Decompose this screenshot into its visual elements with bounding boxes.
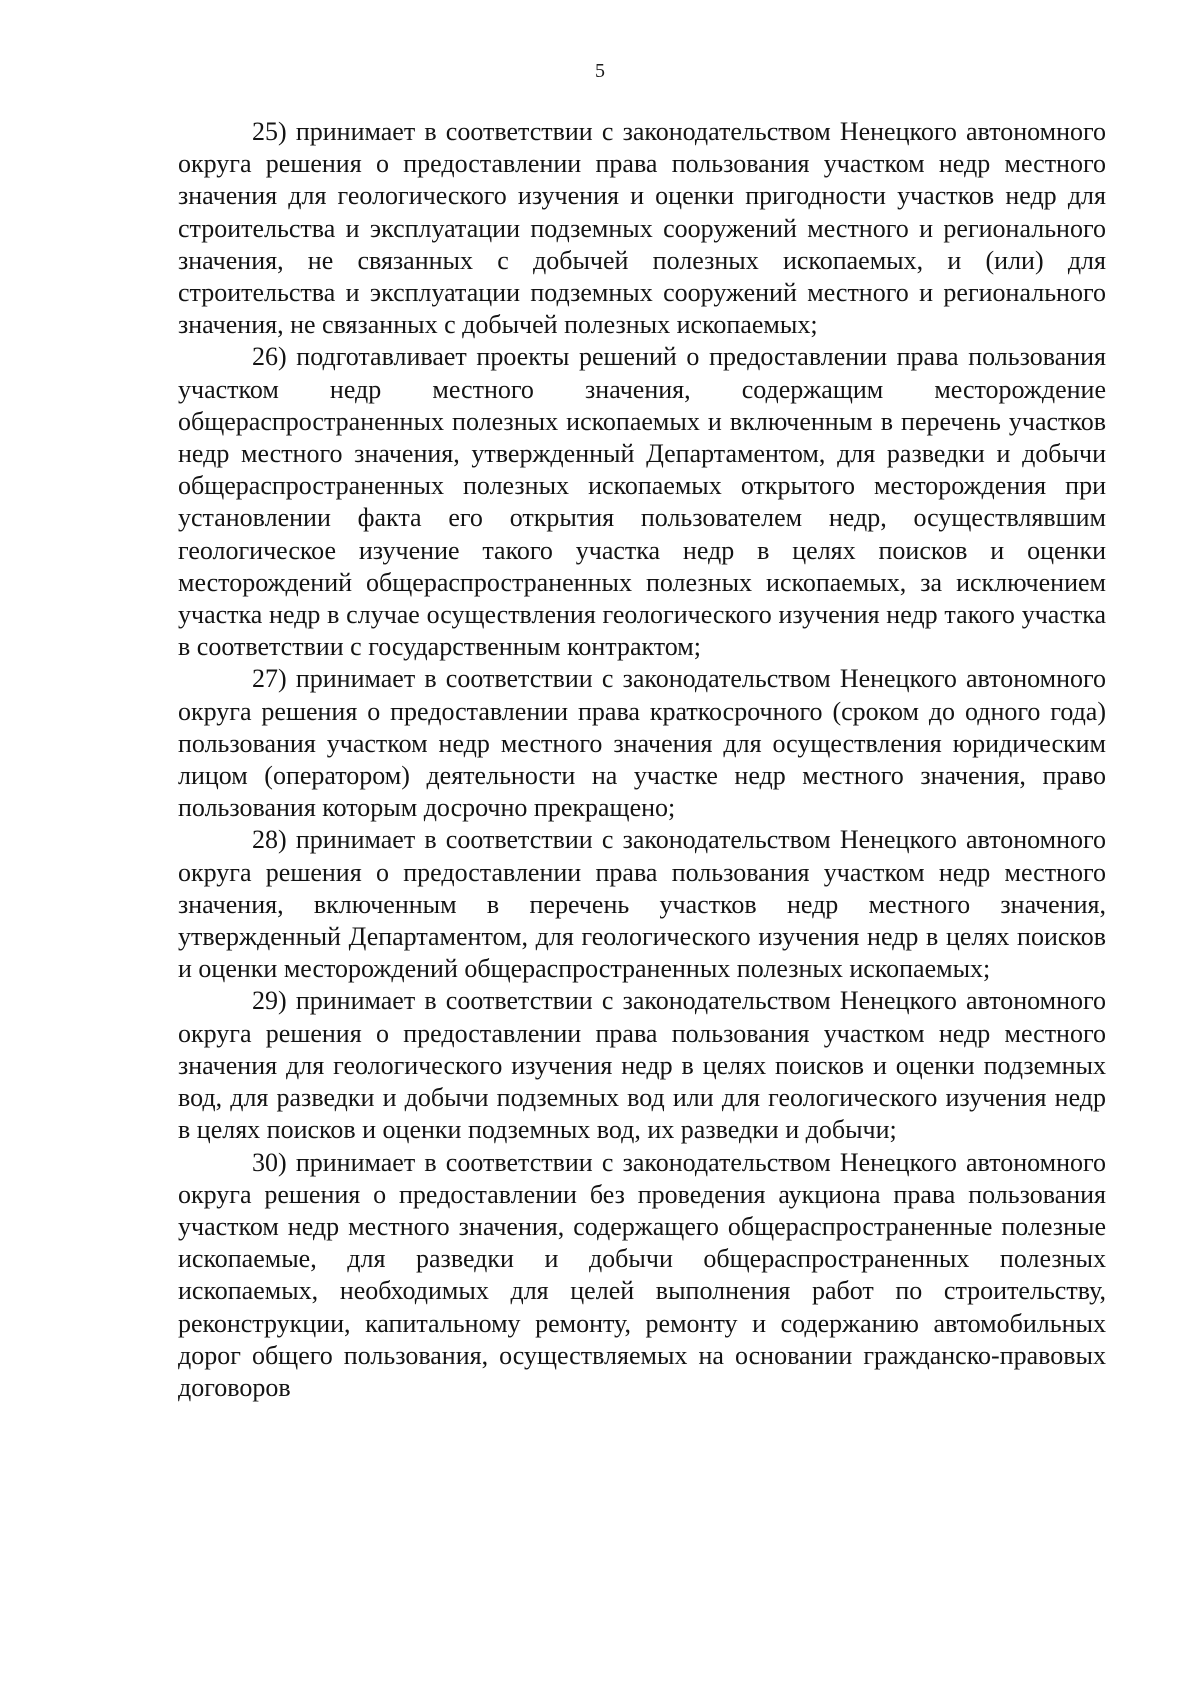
paragraph-item-30: 30) принимает в соответствии с законодательством Ненецкого автономного округа решения о предоставлении без проведения аукциона права пользования участком недр местного значения, содержащего общераспространенные полезные ископаемые, для разведки и добычи общераспространенных полезных ископаемых, необходимых для целей выполнения работ по строительству, реконструкции, капитальному ремонту, ремонту и содержанию автомобильных дорог общего пользования, осуществляемых на основании гражданско-правовых договоров xyxy=(178,1147,1106,1402)
paragraph-item-26: 26) подготавливает проекты решений о предоставлении права пользования участком недр местного значения, содержащим месторождение общераспространенных полезных ископаемых и включенным в перечень участков недр местного значения, утвержденный Департаментом, для разведки и добычи общераспространенных полезных ископаемых открытого месторождения при установлении факта его открытия пользователем недр, осуществлявшим геологическое изучение такого участка недр в целях поисков и оценки месторождений общераспространенных полезных ископаемых, за исключением участка недр в случае осуществления геологического изучения недр такого участка в соответствии с государственным контрактом; xyxy=(178,342,1106,662)
page-number: 5 xyxy=(595,60,605,82)
document-body xyxy=(178,116,1106,1404)
paragraph-item-28: 28) принимает в соответствии с законодательством Ненецкого автономного округа решения о предоставлении права пользования участком недр местного значения, включенным в перечень участков недр местного значения, утвержденный Департаментом, для геологического изучения недр в целях поисков и оценки месторождений общераспространенных полезных ископаемых; xyxy=(178,825,1106,984)
paragraph-item-25: 25) принимает в соответствии с законодательством Ненецкого автономного округа решения о предоставлении права пользования участком недр местного значения для геологического изучения и оценки пригодности участков недр для строительства и эксплуатации подземных сооружений местного и регионального значения, не связанных с добычей полезных ископаемых, и (или) для строительства и эксплуатации подземных сооружений местного и регионального значения, не связанных с добычей полезных ископаемых; xyxy=(178,117,1106,340)
paragraph-item-29: 29) принимает в соответствии с законодательством Ненецкого автономного округа решения о предоставлении права пользования участком недр местного значения для геологического изучения недр в целях поисков и оценки подземных вод, для разведки и добычи подземных вод или для геологического изучения недр в целях поисков и оценки подземных вод, их разведки и добычи; xyxy=(178,986,1106,1145)
paragraph-item-27: 27) принимает в соответствии с законодательством Ненецкого автономного округа решения о предоставлении права краткосрочного (сроком до одного года) пользования участком недр местного значения для осуществления юридическим лицом (оператором) деятельности на участке недр местного значения, право пользования которым досрочно прекращено; xyxy=(178,664,1106,823)
